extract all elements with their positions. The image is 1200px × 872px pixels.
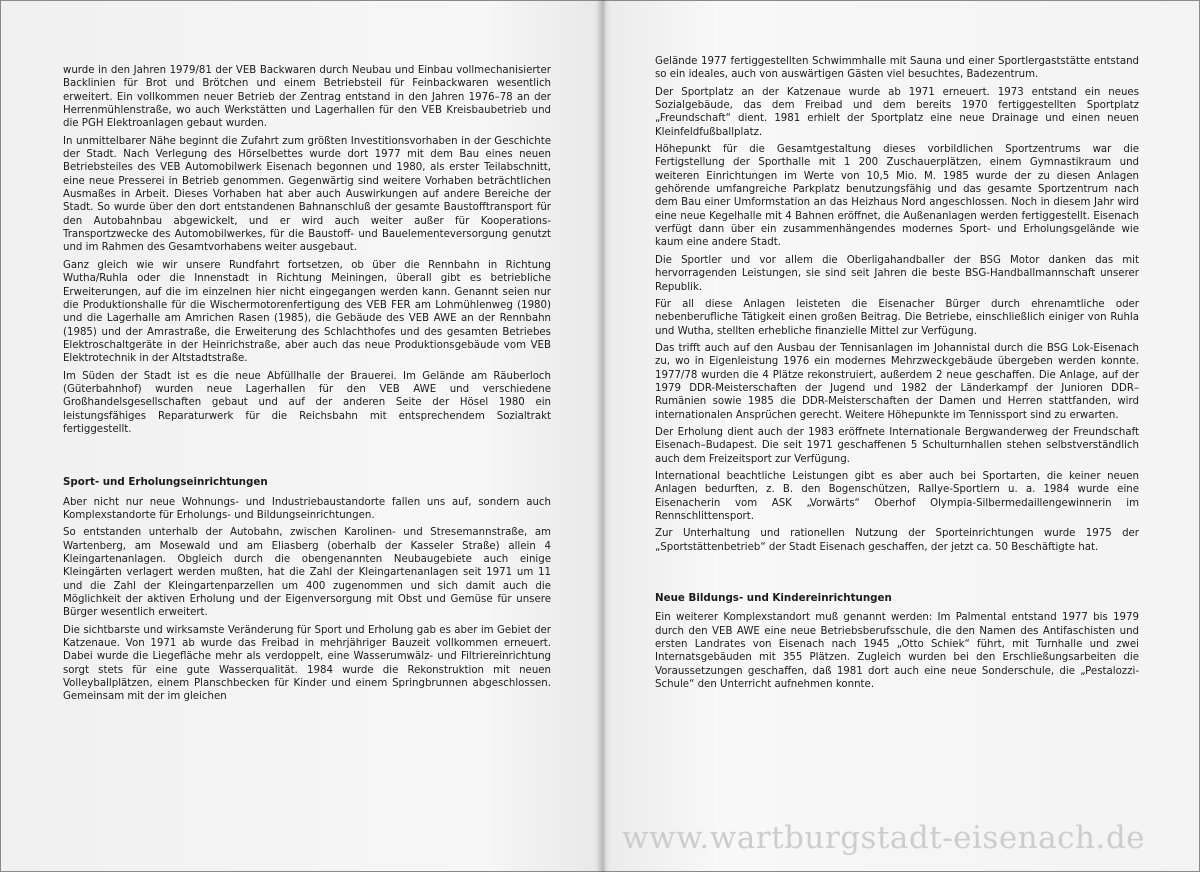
left-paragraph-4: Im Süden der Stadt ist es die neue Abfüllhalle der Brauerei. Im Gelände am Räuberloch (Güterbahnhof) wurden neue Lagerhallen für den VEB AWE und verschiedene Großhandelsgesellschaften gebaut und auf der anderen Seite der Hösel 1980 ein leistungsfähiges Reparaturwerk für die Reichsbahn mit entsprechendem Sozialtrakt fertiggestellt. [63,370,551,435]
section-heading-sport: Sport- und Erholungseinrichtungen [63,476,268,489]
right-paragraph-3: Höhepunkt für die Gesamtgestaltung dieses vorbildlichen Sportzentrums war die Fertigstellung der Sporthalle mit 1 200 Zuschauerplätzen, einem Gymnastikraum und weiteren Einrichtungen im Werte von 10,5 Mio. M. 1985 wurde der zu diesen Anlagen gehörende umfangreiche Parkplatz benutzungsfähig und das gesamte Sportzentrum nach dem Bau einer Umformstation an das Heizhaus Nord angeschlossen. Noch in diesem Jahr wird eine neue Kegelhalle mit 4 Bahnen eröffnet, die Außenanlagen werden fertiggestellt. Eisenach verfügt dann über ein zusammenhängendes modernes Sport- und Erholungsgelände wie kaum eine andere Stadt. [655,144,1139,249]
left-page-column [63,64,551,708]
left-paragraph-2: In unmittelbarer Nähe beginnt die Zufahrt zum größten Investitionsvorhaben in der Geschichte der Stadt. Nach Verlegung des Hörselbettes wurde dort 1977 mit dem Bau eines neuen Betriebsteiles des VEB Automobilwerk Eisenach begonnen und 1980, als erster Teilabschnitt, eine neue Presserei in Betrieb genommen. Gegenwärtig sind weitere Vorhaben beträchtlichen Ausmaßes in Arbeit. Dieses Vorhaben hat aber auch Auswirkungen auf andere Bereiche der Stadt. So wurde über den dort entstandenen Bahnanschluß der gesamte Baustofftransport für den Autobahnbau abgewickelt, und er wird auch weiter außer für Kooperations-Transportzwecke des Automobilwerkes, für die Baustoff- und Bauelementeversorgung genutzt und im Rahmen des Gesamtvorhabens weiter ausgebaut. [63,135,551,254]
left-paragraph-5: Aber nicht nur neue Wohnungs- und Industriebaustandorte fallen uns auf, sondern auch Komplexstandorte für Erholungs- und Bildungseinrichtungen. [63,496,551,521]
right-paragraph-5: Für all diese Anlagen leisteten die Eisenacher Bürger durch ehrenamtliche oder nebenberufliche Tätigkeit einen großen Beitrag. Die Betriebe, einschließlich einiger von Ruhla und Wutha, stellten erhebliche finanzielle Mittel zur Verfügung. [655,298,1139,337]
book-gutter [597,0,607,872]
right-paragraph-10: Ein weiterer Komplexstandort muß genannt werden: Im Palmental entstand 1977 bis 1979 durch den VEB AWE eine neue Betriebsberufsschule, die den Namen des Antifaschisten und ersten Landrates von Eisenach nach 1945 „Otto Schiek“ führt, mit Turnhalle und zwei Internatsgebäuden mit 355 Plätzen. Zugleich wurden bei den Erschließungsarbeiten die Voraussetzungen geschaffen, daß 1981 dort auch eine neue Sonderschule, die „Pestalozzi-Schule“ den Unterricht aufnehmen konnte. [655,612,1139,691]
right-paragraph-2: Der Sportplatz an der Katzenaue wurde ab 1971 erneuert. 1973 entstand ein neues Sozialgebäude, das dem Freibad und dem bereits 1970 fertiggestellten Sportplatz „Freundschaft“ dient. 1981 erhielt der Sportplatz eine neue Drainage und einen neuen Kleinfeldfußballplatz. [655,86,1139,138]
right-page-column [655,55,1139,695]
right-paragraph-7: Der Erholung dient auch der 1983 eröffnete Internationale Bergwanderweg der Freundschaft Eisenach–Budapest. Die seit 1971 geschaffenen 5 Schulturnhallen stehen selbstverständlich auch dem Freizeitsport zur Verfügung. [655,426,1139,465]
left-paragraph-7: Die sichtbarste und wirksamste Veränderung für Sport und Erholung gab es aber im Gebiet der Katzenaue. Von 1971 ab wurde das Freibad in mehrjähriger Bauzeit vollkommen erneuert. Dabei wurde die Liegefläche mehr als verdoppelt, eine Wasserumwälz- und Filtriereinrichtung sorgt stets für eine gute Wasserqualität. 1984 wurde die Rekonstruktion mit neuen Volleyballplätzen, einem Planschbecken für Kinder und einem Springbrunnen abgeschlossen. Gemeinsam mit der im gleichen [63,624,551,703]
left-paragraph-3: Ganz gleich wie wir unsere Rundfahrt fortsetzen, ob über die Rennbahn in Richtung Wutha/Ruhla oder die Innenstadt in Richtung Meiningen, überall gibt es betriebliche Erweiterungen, auf die im einzelnen hier nicht eingegangen werden kann. Genannt seien nur die Produktionshalle für die Wischermotorenfertigung des VEB FER am Lohmühlenweg (1980) und die Lagerhalle am Amrichen Rasen (1985), die Gebäude des VEB AWE an der Rennbahn (1985) und der Amrastraße, die Erweiterung des Schlachthofes und des gesamten Betriebes Elektroschaltgeräte in der Heinrichstraße, aber auch das neue Produktionsgebäude vom VEB Elektrotechnik in der Altstadtstraße. [63,259,551,365]
section-spacer [63,440,551,476]
section-spacer [655,558,1139,592]
right-paragraph-1: Gelände 1977 fertiggestellten Schwimmhalle mit Sauna und einer Sportlergaststätte entstand so ein ideales, auch von auswärtigen Gästen viel besuchtes, Badezentrum. [655,56,1139,81]
right-paragraph-4: Die Sportler und vor allem die Oberligahandballer der BSG Motor danken das mit hervorragenden Leistungen, sie sind seit Jahren die beste BSG-Handballmannschaft unserer Republik. [655,254,1139,293]
right-paragraph-9: Zur Unterhaltung und rationellen Nutzung der Sporteinrichtungen wurde 1975 der „Sportstättenbetrieb“ der Stadt Eisenach geschaffen, der jetzt ca. 50 Beschäftigte hat. [655,528,1139,553]
left-paragraph-6: So entstanden unterhalb der Autobahn, zwischen Karolinen- und Stresemannstraße, am Wartenberg, am Mosewald und am Eliasberg (oberhalb der Kasseler Straße) allein 4 Kleingartenanlagen. Obgleich durch die obengenannten Neubaugebiete auch einige Kleingärten verlagert werden mußten, hat die Zahl der Kleingartenanlagen seit 1971 um 11 und die Zahl der Kleingartenparzellen um 400 zugenommen und sich damit auch die Möglichkeit der aktiven Erholung und der Eigenversorgung mit Obst und Gemüse für unsere Bürger wesentlich erweitert. [63,527,551,619]
right-paragraph-6: Das trifft auch auf den Ausbau der Tennisanlagen im Johannistal durch die BSG Lok-Eisenach zu, wo in Eigenleistung 1976 ein modernes Mehrzweckgebäude übergeben werden konnte. 1977/78 wurden die 4 Plätze rekonstruiert, außerdem 2 neue geschaffen. Die Anlage, auf der 1979 DDR-Meisterschaften der Jugend und 1982 der Länderkampf der Junioren DDR–Rumänien sowie 1985 die DDR-Meisterschaften der Damen und Herren stattfanden, wird internationalen Ansprüchen gerecht. Weitere Höhepunkte im Tennissport sind zu erwarten. [655,342,1139,421]
watermark-text: www.wartburgstadt-eisenach.de [622,820,1146,856]
left-paragraph-1: wurde in den Jahren 1979/81 der VEB Backwaren durch Neubau und Einbau vollmechanisierter Backlinien für Brot und Brötchen und einem Betriebsteil für Feinbackwaren wesentlich erweitert. Ein vollkommen neuer Betrieb der Zentrag entstand in den Jahren 1976–78 an der Herrenmühlenstraße, wo auch Werkstätten und Lagerhallen für den VEB Kreisbaubetrieb und die PGH Elektroanlagen gebaut wurden. [63,65,551,130]
right-paragraph-8: International beachtliche Leistungen gibt es aber auch bei Sportarten, die keiner neuen Anlagen bedurften, z. B. den Bogenschützen, Rallye-Sportlern u. a. 1984 wurde eine Eisenacherin vom ASK „Vorwärts“ Oberhof Olympia-Silbermedaillengewinnerin im Rennschlittensport. [655,470,1139,522]
section-heading-bildung: Neue Bildungs- und Kindereinrichtungen [655,592,892,605]
